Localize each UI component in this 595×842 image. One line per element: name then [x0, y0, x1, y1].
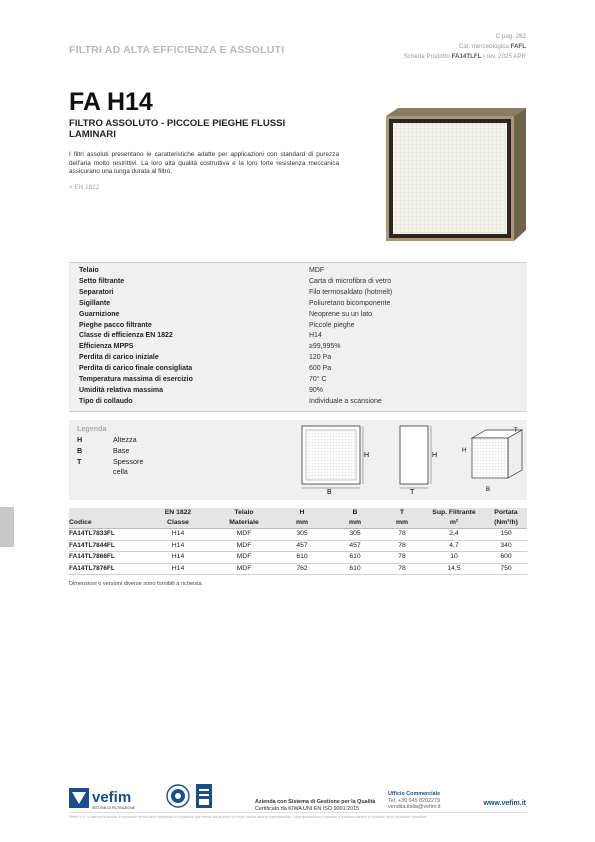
product-title: FA H14: [69, 88, 153, 116]
table-header-cell: B: [329, 508, 381, 518]
spec-label: Umidità relativa massima: [79, 386, 164, 394]
legend-key: B: [77, 446, 83, 455]
table-cell: 610: [329, 552, 381, 564]
table-cell: MDF: [213, 552, 275, 564]
legend-key: H: [77, 435, 83, 444]
office-phone: Tel. +39 045 8202279: [388, 797, 441, 804]
table-cell: 150: [485, 529, 527, 541]
spec-label: Temperatura massima di esercizio: [79, 376, 193, 383]
table-header-row: [69, 508, 527, 518]
table-header-cell: [69, 508, 143, 518]
spec-row: [79, 321, 519, 332]
spec-row: [79, 299, 519, 310]
spec-value: ≥99,995%: [309, 343, 341, 351]
spec-label: Classe di efficienza EN 1822: [79, 332, 173, 340]
spec-row: [79, 386, 519, 397]
diagram-label-t-iso: T: [514, 428, 518, 434]
spec-label: Sigillante: [79, 299, 111, 307]
table-cell: 2,4: [423, 529, 485, 541]
section-title: FILTRI AD ALTA EFFICIENZA E ASSOLUTI: [69, 44, 285, 56]
diagram-label-h: H: [364, 452, 370, 459]
vefim-logo: [69, 786, 155, 810]
legend-value: Altezza: [113, 435, 137, 444]
table-cell: MDF: [213, 563, 275, 575]
table-row: [69, 552, 527, 564]
table-header-cell: mm: [381, 518, 423, 529]
spec-label: Setto filtrante: [79, 277, 125, 285]
spec-label: Telaio: [79, 267, 99, 274]
table-cell: H14: [143, 529, 213, 541]
spec-label: Pieghe pacco filtrante: [79, 321, 152, 329]
table-cell: MDF: [213, 540, 275, 552]
table-cell: 78: [381, 552, 423, 564]
spec-row: [79, 342, 519, 353]
spec-row: [79, 364, 519, 375]
brand-name: vefim: [92, 789, 132, 806]
footer-divider: [69, 812, 527, 813]
legend-value: Base: [113, 446, 130, 455]
table-header-cell: m²: [423, 518, 485, 529]
table-header-cell: Portata: [485, 508, 527, 518]
spec-row: [79, 375, 519, 386]
footer-fine-print: Vefim S.r.l. si riserva la facoltà di apportare senza alcun preavviso le modifiche che riterrà utili ai propri prodotti, senza alcuna responsabilità. I dati riportati sono indicativi e possono variare in funzione delle condizioni operative.: [69, 815, 428, 819]
legend-value: Spessore cella: [113, 457, 144, 476]
spec-row: [79, 331, 519, 342]
table-header-cell: Classe: [143, 518, 213, 529]
spec-value: 600 Pa: [309, 365, 332, 373]
catalog-value: FAFL: [510, 43, 526, 50]
table-row: [69, 563, 527, 575]
spec-value: Carta di microfibra di vetro: [309, 277, 392, 285]
legend-title: Legenda: [77, 424, 107, 433]
spec-value: Poliuretano bicomponente: [309, 299, 391, 307]
spec-value: Neoprene su un lato: [309, 310, 373, 318]
table-cell: H14: [143, 563, 213, 575]
revision: | rev. 2025 APR: [483, 53, 526, 60]
table-header-cell: T: [381, 508, 423, 518]
table-cell: 457: [329, 540, 381, 552]
spec-value: MDF: [309, 267, 325, 274]
table-cell: 78: [381, 563, 423, 575]
office-title: Ufficio Commerciale: [388, 791, 441, 797]
spec-row: [79, 266, 519, 277]
table-cell: 600: [485, 552, 527, 564]
table-cell: 762: [275, 563, 329, 575]
sheet-value: FA14TLFL: [451, 53, 482, 60]
table-cell: 610: [329, 563, 381, 575]
table-header-cell: H: [275, 508, 329, 518]
table-header-cell: (Nm³/h): [485, 518, 527, 529]
spec-value: Filo termosaldato (hotmelt): [309, 288, 393, 296]
table-cell: 305: [329, 529, 381, 541]
spec-value: H14: [309, 332, 322, 340]
table-cell: 78: [381, 540, 423, 552]
table-header-cell: Telaio: [213, 508, 275, 518]
diagram-label-h-side: H: [432, 452, 438, 459]
table-cell: 750: [485, 563, 527, 575]
brand-tagline: SISTEMI DI FILTRAZIONE: [92, 806, 136, 810]
spec-value: 120 Pa: [309, 354, 332, 362]
table-cell: 305: [275, 529, 329, 541]
table-note: Dimensioni o versioni diverse sono fornibili a richiesta: [69, 581, 202, 587]
diagram-label-t: T: [410, 489, 415, 496]
sheet-reference: [404, 52, 526, 62]
table-cell: 78: [381, 529, 423, 541]
legend-key: T: [77, 457, 82, 466]
table-header-cell: Materiale: [213, 518, 275, 529]
spec-label: Guarnizione: [79, 310, 120, 318]
spec-value: Piccole pieghe: [309, 321, 355, 329]
catalog-reference: [404, 42, 526, 52]
spec-label: Perdita di carico iniziale: [79, 354, 159, 362]
table-row: [69, 529, 527, 541]
table-cell: 14,5: [423, 563, 485, 575]
quality-line-2: Certificato da KIWA UNI EN ISO 9001:2015: [255, 806, 360, 812]
diagram-label-b-iso: B: [486, 487, 491, 493]
table-cell: 457: [275, 540, 329, 552]
spec-label: Separatori: [79, 288, 114, 296]
table-header-cell: mm: [275, 518, 329, 529]
spec-label: Perdita di carico finale consigliata: [79, 365, 193, 373]
product-subtitle: FILTRO ASSOLUTO - PICCOLE PIEGHE FLUSSI LAMINARI: [69, 118, 286, 140]
sales-office: [388, 791, 441, 811]
quality-line-1: Azienda con Sistema di Gestione per la Qualità: [255, 799, 376, 805]
dimension-diagram: [300, 424, 530, 498]
spec-row: [79, 288, 519, 299]
spec-value: 70° C: [309, 376, 327, 383]
spec-row: [79, 277, 519, 288]
product-table: [69, 508, 527, 575]
table-cell: 610: [275, 552, 329, 564]
filter-product-image: [380, 108, 526, 241]
table-cell: FA14TL7844FL: [69, 540, 143, 552]
table-cell: MDF: [213, 529, 275, 541]
spec-row: [79, 353, 519, 364]
spec-label: Tipo di collaudo: [79, 397, 133, 405]
specifications-panel: [69, 262, 527, 412]
spec-label: Efficienza MPPS: [79, 343, 134, 351]
table-cell: FA14TL7876FL: [69, 563, 143, 575]
table-header-cell: EN 1822: [143, 508, 213, 518]
table-cell: FA14TL7833FL: [69, 529, 143, 541]
office-email[interactable]: vendita.italia@vefim.it: [388, 804, 441, 811]
diagram-label-h-iso: H: [462, 448, 467, 454]
catalog-label: Cat. merceologica: [458, 43, 509, 50]
table-cell: 4,7: [423, 540, 485, 552]
section-side-tab: [0, 507, 14, 547]
website-link[interactable]: www.vefim.it: [483, 800, 526, 807]
page-reference: C pag. 282: [495, 33, 526, 40]
spec-row: [79, 310, 519, 321]
header-reference: [404, 32, 526, 62]
certification-seal-icon: [166, 784, 190, 808]
certification-badge-icon: [195, 783, 213, 809]
spec-row: [79, 397, 519, 408]
table-header-cell: Codice: [69, 518, 143, 529]
table-cell: FA14TL7866FL: [69, 552, 143, 564]
diagram-label-b: B: [327, 489, 332, 496]
spec-value: Individuale a scansione: [309, 397, 382, 405]
table-cell: H14: [143, 540, 213, 552]
table-header-row: [69, 518, 527, 529]
spec-value: 90%: [309, 386, 324, 394]
table-cell: 10: [423, 552, 485, 564]
product-description: I filtri assoluti presentano le caratteristiche adatte per applicazioni con standard di purezza dell'aria molto restrittivi. La loro alta qualità costruttiva e la loro forte resistenza meccanica assicurano una lunga durata al filtro.: [69, 151, 339, 176]
norm-reference: > EN 1822: [69, 184, 100, 191]
sheet-label: Scheda Prodotto: [403, 53, 450, 60]
table-header-cell: mm: [329, 518, 381, 529]
quality-statement: [255, 799, 375, 813]
table-cell: H14: [143, 552, 213, 564]
table-header-cell: Sup. Filtrante: [423, 508, 485, 518]
table-row: [69, 540, 527, 552]
table-cell: 340: [485, 540, 527, 552]
